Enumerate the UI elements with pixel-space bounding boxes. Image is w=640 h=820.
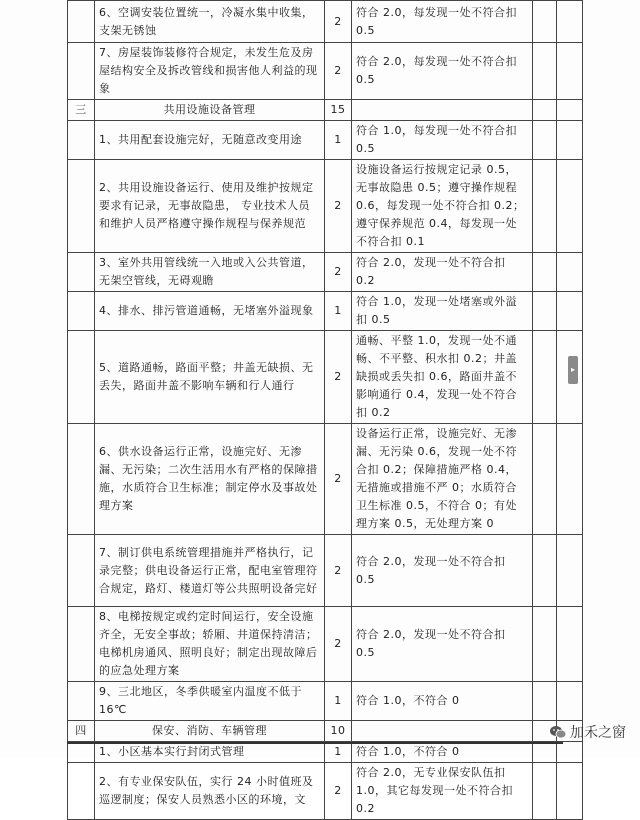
row-description: 7、房屋装饰装修符合规定，未发生危及房屋结构安全及拆改管线和损害他人利益的现象 (95, 43, 325, 100)
table-row (68, 424, 583, 535)
row-score: 2 (325, 331, 352, 424)
row-number: 四 (68, 721, 95, 742)
row-blank (533, 424, 557, 535)
row-blank (533, 535, 557, 607)
row-score: 2 (325, 43, 352, 100)
row-number (68, 121, 95, 160)
row-blank (557, 535, 583, 607)
row-number: 三 (68, 100, 95, 121)
row-blank (533, 763, 557, 820)
row-score: 1 (325, 682, 352, 721)
row-score: 2 (325, 160, 352, 253)
row-standard (352, 100, 533, 121)
row-number (68, 607, 95, 682)
row-score: 2 (325, 535, 352, 607)
row-description: 6、空调安装位置统一，冷凝水集中收集，支架无锈蚀 (95, 1, 325, 43)
row-standard: 符合 2.0，发现一处不符合扣 0.2 (352, 253, 533, 292)
table-row (68, 121, 583, 160)
row-blank (533, 742, 557, 763)
table-row (68, 292, 583, 331)
row-blank (533, 682, 557, 721)
row-number (68, 160, 95, 253)
row-score: 1 (325, 292, 352, 331)
table-row (68, 1, 583, 43)
evaluation-table (67, 0, 583, 820)
chevron-right-icon: ▸ (570, 365, 575, 374)
row-standard (352, 721, 533, 742)
row-number (68, 253, 95, 292)
row-standard: 设备运行正常，设施完好、无渗漏、无污染 0.6，发现一处不符合扣 0.2；保障措施严格 0.4，无措施或措施不严 0；水质符合卫生标准 0.5，不符合 0；有处理方案 0.5，无处理方案 0 (352, 424, 533, 535)
watermark (550, 722, 626, 742)
row-number (68, 535, 95, 607)
row-description: 保安、消防、车辆管理 (95, 721, 325, 742)
row-score: 2 (325, 763, 352, 820)
row-number (68, 682, 95, 721)
row-number (68, 424, 95, 535)
row-standard: 符合 2.0，发现一处不符合扣 0.5 (352, 607, 533, 682)
row-description: 9、三北地区，冬季供暖室内温度不低于 16℃ (95, 682, 325, 721)
row-blank (533, 292, 557, 331)
row-standard: 符合 2.0，每发现一处不符合扣 0.5 (352, 1, 533, 43)
row-blank (533, 121, 557, 160)
row-description: 4、排水、排污管道通畅，无堵塞外溢现象 (95, 292, 325, 331)
row-description: 7、制订供电系统管理措施并严格执行，记录完整；供电设备运行正常，配电室管理符合规定，路灯、楼道灯等公共照明设备完好 (95, 535, 325, 607)
row-blank (557, 292, 583, 331)
row-blank (533, 160, 557, 253)
row-standard: 符合 1.0，发现一处堵塞或外溢扣 0.5 (352, 292, 533, 331)
row-number (68, 331, 95, 424)
row-description: 共用设施设备管理 (95, 100, 325, 121)
row-blank (557, 763, 583, 820)
row-number (68, 742, 95, 763)
row-score: 2 (325, 424, 352, 535)
row-description: 3、室外共用管线统一入地或入公共管道，无架空管线，无碍观瞻 (95, 253, 325, 292)
row-description: 6、供水设备运行正常，设施完好、无渗漏、无污染；二次生活用水有严格的保障措施，水质符合卫生标准；制定停水及事故处理方案 (95, 424, 325, 535)
row-score: 2 (325, 1, 352, 43)
row-blank (557, 43, 583, 100)
row-blank (557, 424, 583, 535)
row-score: 1 (325, 742, 352, 763)
row-standard: 符合 2.0，发现一处不符合扣 0.5 (352, 535, 533, 607)
section-row (68, 100, 583, 121)
row-blank (533, 100, 557, 121)
row-number (68, 292, 95, 331)
row-score: 2 (325, 607, 352, 682)
row-standard: 符合 1.0，不符合 0 (352, 742, 533, 763)
row-number (68, 1, 95, 43)
row-blank (557, 682, 583, 721)
row-description: 8、电梯按规定或约定时间运行，安全设施齐全，无安全事故；轿厢、井道保持清洁；电梯机房通风、照明良好；制定出现故障后的应急处理方案 (95, 607, 325, 682)
row-blank (557, 253, 583, 292)
table-row (68, 682, 583, 721)
row-standard: 符合 2.0，无专业保安队伍扣 1.0，其它每发现一处不符合扣 0.2 (352, 763, 533, 820)
watermark-text: 加禾之窗 (570, 725, 626, 741)
row-standard: 符合 2.0，每发现一处不符合扣 0.5 (352, 43, 533, 100)
side-panel-handle[interactable] (568, 356, 578, 384)
table-row (68, 253, 583, 292)
row-blank (557, 742, 583, 763)
row-standard: 符合 1.0，不符合 0 (352, 682, 533, 721)
section-row (68, 721, 583, 742)
row-number (68, 43, 95, 100)
table-row (68, 160, 583, 253)
row-blank (557, 100, 583, 121)
row-blank (557, 160, 583, 253)
row-blank (557, 121, 583, 160)
table-row (68, 331, 583, 424)
table-row (68, 607, 583, 682)
table-row (68, 763, 583, 820)
row-standard: 设施设备运行按规定记录 0.5，无事故隐患 0.5；遵守操作规程 0.6，每发现一处不符合扣 0.2；遵守保养规范 0.4，每发现一处不符合扣 0.1 (352, 160, 533, 253)
row-description: 2、共用设施设备运行、使用及维护按规定要求有记录，无事故隐患， 专业技术人员和维护人员严格遵守操作规程与保养规范 (95, 160, 325, 253)
row-score: 1 (325, 121, 352, 160)
row-blank (557, 607, 583, 682)
row-description: 1、小区基本实行封闭式管理 (95, 742, 325, 763)
row-description: 5、道路通畅，路面平整；井盖无缺损、无丢失，路面井盖不影响车辆和行人通行 (95, 331, 325, 424)
row-number (68, 763, 95, 820)
wechat-icon (550, 725, 566, 739)
row-score: 10 (325, 721, 352, 742)
row-blank (533, 1, 557, 43)
table-row (68, 535, 583, 607)
table-bottom-border (67, 742, 563, 744)
row-blank (557, 1, 583, 43)
row-score: 15 (325, 100, 352, 121)
row-blank (533, 607, 557, 682)
row-standard: 符合 1.0，每发现一处不符合扣 0.5 (352, 121, 533, 160)
row-description: 1、共用配套设施完好，无随意改变用途 (95, 121, 325, 160)
row-standard: 通畅、平整 1.0，发现一处不通畅、不平整、积水扣 0.2；井盖缺损或丢失扣 0.6，路面井盖不影响通行 0.4，发现一处不符合扣 0.2 (352, 331, 533, 424)
row-blank (533, 253, 557, 292)
row-score: 2 (325, 253, 352, 292)
table-row (68, 43, 583, 100)
table-row (68, 742, 583, 763)
row-blank (533, 331, 557, 424)
row-blank (533, 43, 557, 100)
row-description: 2、有专业保安队伍，实行 24 小时值班及巡逻制度；保安人员熟悉小区的环境，文 (95, 763, 325, 820)
